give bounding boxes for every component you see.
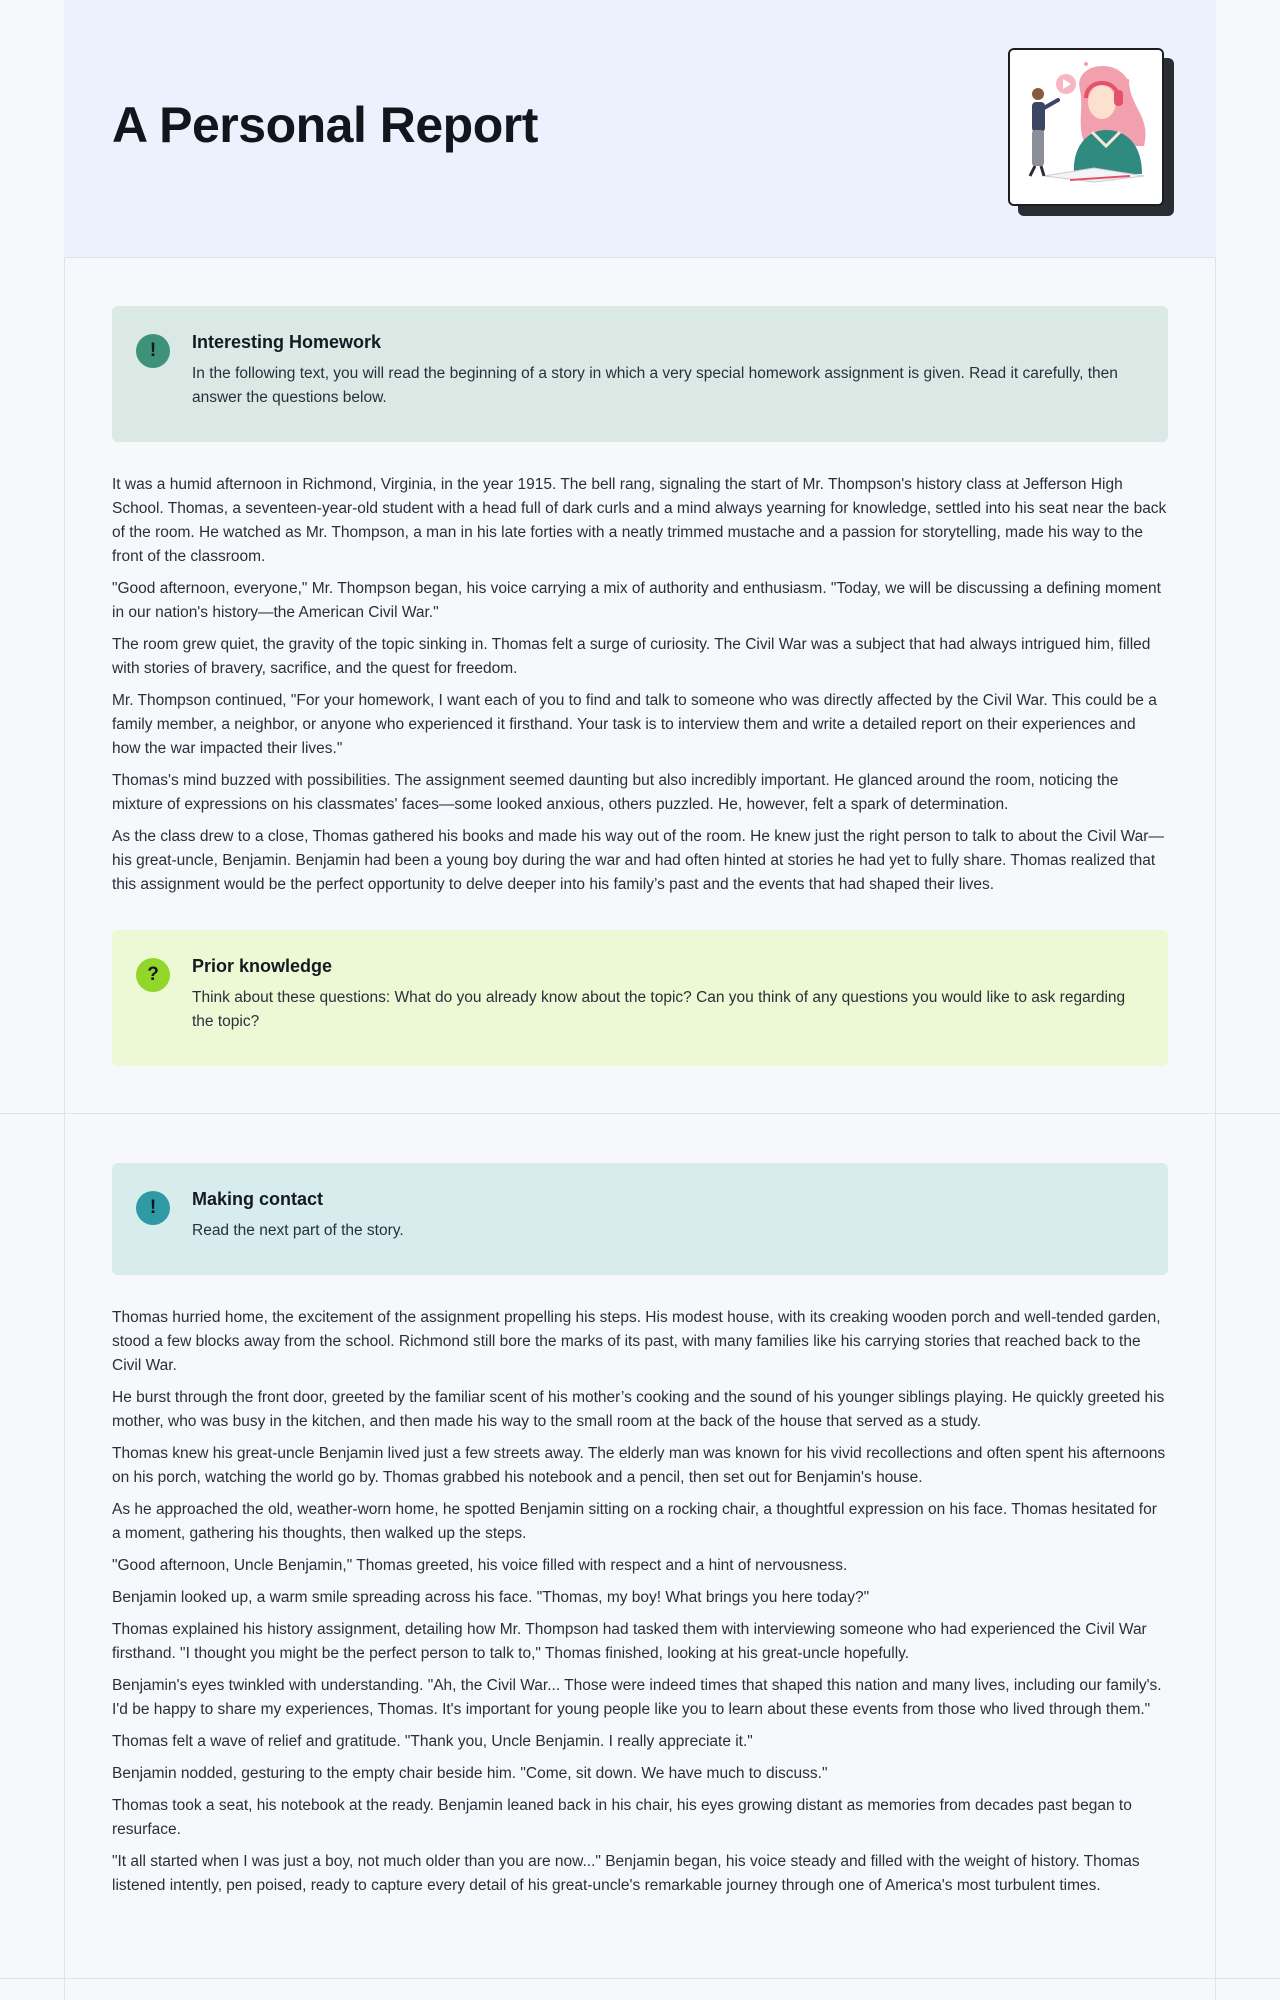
- callout-title: Prior knowledge: [192, 956, 333, 976]
- story-paragraph: Benjamin nodded, gesturing to the empty chair beside him. "Come, sit down. We have much to discuss.": [112, 1765, 828, 1782]
- callout-text: Read the next part of the story.: [192, 1222, 404, 1239]
- story-part-two: [112, 1306, 1168, 1906]
- story-paragraph: Benjamin looked up, a warm smile spreading across his face. "Thomas, my boy! What brings you here today?": [112, 1589, 870, 1606]
- callout-text: In the following text, you will read the beginning of a story in which a very special homework assignment is given. Read it carefully, then answer the questions below.: [192, 365, 1118, 406]
- prior-knowledge-callout: [112, 930, 1168, 1066]
- story-paragraph: Thomas hurried home, the excitement of the assignment propelling his steps. His modest house, with its creaking wooden porch and well-tended garden, stood a few blocks away from the school. Richmond still bore the marks of its past, with many families like his carrying stories that reached back to the Civil War.: [112, 1309, 1161, 1374]
- illustration-svg: [1010, 50, 1162, 204]
- info-callout-making-contact: [112, 1163, 1168, 1275]
- student-reading-illustration: [1008, 48, 1164, 206]
- section-divider: [0, 1113, 1280, 1114]
- story-paragraph: "Good afternoon, everyone," Mr. Thompson began, his voice carrying a mix of authority and enthusiasm. "Today, we will be discussing a defining moment in our nation's history—the American Civil War.": [112, 580, 1161, 621]
- story-paragraph: As he approached the old, weather-worn home, he spotted Benjamin sitting on a rocking chair, a thoughtful expression on his face. Thomas hesitated for a moment, gathering his thoughts, then walked up the steps.: [112, 1501, 1157, 1542]
- callout-title: Making contact: [192, 1189, 324, 1209]
- page-title: A Personal Report: [112, 97, 538, 153]
- story-part-one: [112, 473, 1168, 905]
- story-paragraph: The room grew quiet, the gravity of the topic sinking in. Thomas felt a surge of curiosity. The Civil War was a subject that had always intrigued him, filled with stories of bravery, sacrifice, and the quest for freedom.: [112, 636, 1151, 677]
- exclamation-icon: !: [136, 1191, 170, 1225]
- story-paragraph: "Good afternoon, Uncle Benjamin," Thomas greeted, his voice filled with respect and a hint of nervousness.: [112, 1557, 848, 1574]
- story-paragraph: Thomas's mind buzzed with possibilities. The assignment seemed daunting but also incredibly important. He glanced around the room, noticing the mixture of expressions on his classmates' faces—some looked anxious, others puzzled. He, however, felt a spark of determination.: [112, 772, 1119, 813]
- story-paragraph: Thomas knew his great-uncle Benjamin lived just a few streets away. The elderly man was known for his vivid recollections and often spent his afternoons on his porch, watching the world go by. Thomas grabbed his notebook and a pencil, then set out for Benjamin's house.: [112, 1445, 1166, 1486]
- story-paragraph: Mr. Thompson continued, "For your homework, I want each of you to find and talk to someone who was directly affected by the Civil War. This could be a family member, a neighbor, or anyone who experienced it firsthand. Your task is to interview them and write a detailed report on their experiences and how the war impacted their lives.": [112, 692, 1157, 757]
- story-paragraph: As the class drew to a close, Thomas gathered his books and made his way out of the room. He knew just the right person to talk to about the Civil War—his great-uncle, Benjamin. Benjamin had been a young boy during the war and had often hinted at stories he had yet to fully share. Thomas realized that this assignment would be the perfect opportunity to delve deeper into his family’s past and the events that had shaped their lives.: [112, 828, 1164, 893]
- exclamation-icon: !: [136, 334, 170, 368]
- question-icon: ?: [136, 958, 170, 992]
- story-paragraph: Thomas took a seat, his notebook at the ready. Benjamin leaned back in his chair, his eyes growing distant as memories from decades past began to resurface.: [112, 1797, 1132, 1838]
- story-paragraph: Thomas explained his history assignment, detailing how Mr. Thompson had tasked them with interviewing someone who had experienced the Civil War firsthand. "I thought you might be the perfect person to talk to," Thomas finished, looking at his great-uncle hopefully.: [112, 1621, 1147, 1662]
- header-illustration: [1008, 48, 1174, 218]
- callout-text: Think about these questions: What do you already know about the topic? Can you think of any questions you would like to ask regarding the topic?: [192, 989, 1126, 1030]
- section-divider: [0, 1978, 1280, 1979]
- story-paragraph: "It all started when I was just a boy, not much older than you are now..." Benjamin began, his voice steady and filled with the weight of history. Thomas listened intently, pen poised, ready to capture every detail of his great-uncle's remarkable journey through one of America's most turbulent times.: [112, 1853, 1140, 1894]
- story-paragraph: It was a humid afternoon in Richmond, Virginia, in the year 1915. The bell rang, signaling the start of Mr. Thompson's history class at Jefferson High School. Thomas, a seventeen-year-old student with a head full of dark curls and a mind always yearning for knowledge, settled into his seat near the back of the room. He watched as Mr. Thompson, a man in his late forties with a neatly trimmed mustache and a passion for storytelling, made his way to the front of the classroom.: [112, 476, 1167, 565]
- left-guide-line: [64, 0, 65, 2000]
- story-paragraph: He burst through the front door, greeted by the familiar scent of his mother’s cooking and the sound of his younger siblings playing. He quickly greeted his mother, who was busy in the kitchen, and then made his way to the small room at the back of the house that served as a study.: [112, 1389, 1165, 1430]
- story-paragraph: Thomas felt a wave of relief and gratitude. "Thank you, Uncle Benjamin. I really appreciate it.": [112, 1733, 753, 1750]
- page-header: [64, 0, 1216, 258]
- callout-title: Interesting Homework: [192, 332, 382, 352]
- story-paragraph: Benjamin's eyes twinkled with understanding. "Ah, the Civil War... Those were indeed times that shaped this nation and many lives, including our family's. I'd be happy to share my experiences, Thomas. It's important for young people like you to learn about these events from those who lived through them.": [112, 1677, 1162, 1718]
- info-callout-homework: [112, 306, 1168, 442]
- right-guide-line: [1215, 0, 1216, 2000]
